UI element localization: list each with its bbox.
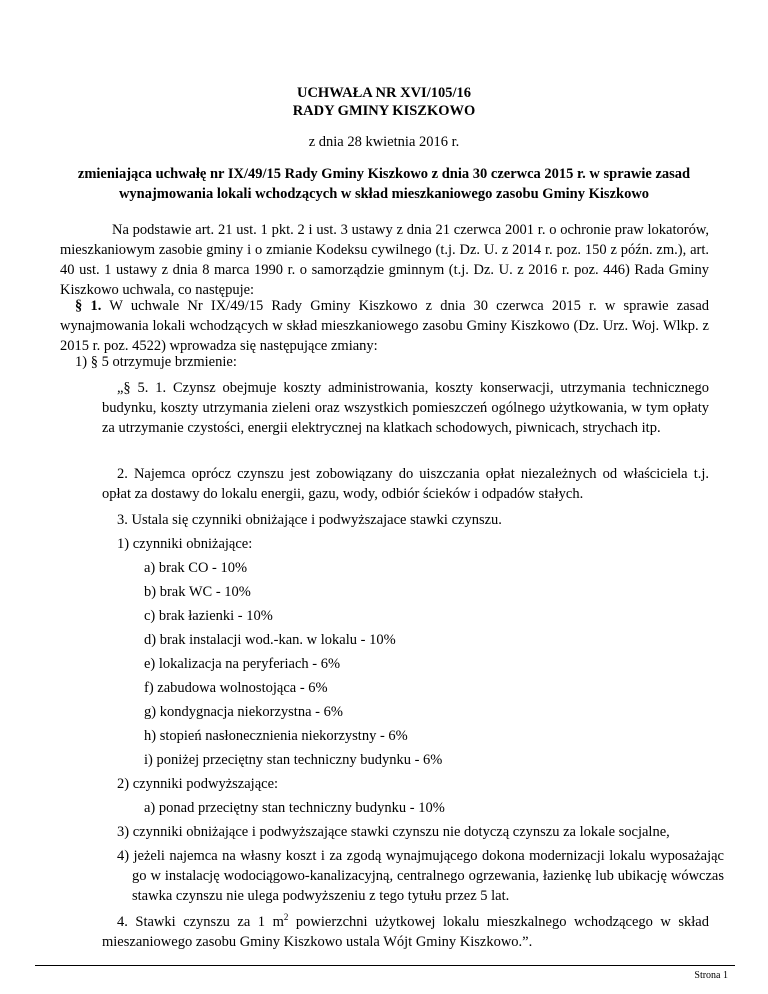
list-item: c) brak łazienki - 10% (144, 608, 273, 624)
list-2-title: 2) czynniki podwyższające: (117, 776, 279, 792)
quote-paragraph-4: 4. Stawki czynszu za 1 $m^2$ powierzchni użytkowej lokalu mieszkalnego wchodzącego w skład mieszaniowego zasobu Gminy Kiszkowo ustala Wójt Gminy Kiszkowo.”. (102, 912, 709, 950)
list-1-title: 1) czynniki obniżające: (117, 536, 253, 552)
list-item: d) brak instalacji wod.-kan. w lokalu - 10% (144, 632, 396, 648)
resolution-number: UCHWAŁA NR XVI/105/16 (296, 85, 471, 101)
quote-item-3: 3) czynniki obniżające i podwyższające stawki czynszu nie dotyczą czynszu za lokale socjalne, (117, 824, 670, 840)
section-1 (60, 296, 709, 356)
quote-paragraph-3: 3. Ustala się czynniki obniżające i podwyższajace stawki czynszu. (117, 512, 502, 528)
list-item: b) brak WC - 10% (144, 584, 251, 600)
preamble: Na podstawie art. 21 ust. 1 pkt. 2 i ust. 3 ustawy z dnia 21 czerwca 2001 r. o ochronie praw lokatorów, mieszkaniowym zasobie gminy i o zmianie Kodeksu cywilnego (t.j. Dz. U. z 2014 r. poz. 150 z późn. zm.), art. 40 ust. 1 ustawy z dnia 8 marca 1990 r. o samorządzie gminnym (t.j. Dz. U. z 2016 r. poz. 446) Rada Gminy Kiszkowo uchwala, co następuje: (60, 222, 709, 298)
resolution-subject: zmieniająca uchwałę nr IX/49/15 Rady Gminy Kiszkowo z dnia 30 czerwca 2015 r. w sprawie zasad wynajmowania lokali wchodzących w skład mieszkaniowego zasobu Gminy Kiszkowo (77, 166, 691, 202)
quote-paragraph-1: „§ 5. 1. Czynsz obejmuje koszty administrowania, koszty konserwacji, utrzymania technicznego budynku, koszty utrzymania zieleni oraz wszystkich pomieszczeń ogólnego użytkowania, w tym opłaty za utrzymanie czystości, energii elektrycznej na klatkach schodowych, piwnicach, strychach itp. (102, 380, 709, 436)
list-item: f) zabudowa wolnostojąca - 6% (144, 680, 328, 696)
section-1-mark: § 1. (75, 298, 102, 314)
change-item-1: 1) § 5 otrzymuje brzmienie: (75, 354, 237, 370)
list-item: a) ponad przeciętny stan techniczny budynku - 10% (144, 800, 445, 816)
quote-paragraph-2: 2. Najemca oprócz czynszu jest zobowiązany do uiszczania opłat niezależnych od właściciela t.j. opłat za dostawy do lokalu energii, gazu, wody, odbiór ścieków i odpadów stałych. (102, 466, 709, 502)
page-number: Strona 1 (694, 970, 728, 981)
footer-divider (35, 965, 735, 966)
list-item: h) stopień nasłonecznienia niekorzystny - 6% (144, 728, 408, 744)
list-item: a) brak CO - 10% (144, 560, 248, 576)
quote-item-4: 4) jeżeli najemca na własny koszt i za zgodą wynajmującego dokona modernizacji lokalu wyposażając go w instalację wodociągowo-kanalizacyjną, centralnego ogrzewania, łazienkę lub ubikację wówczas stawka czynszu nie ulega podwyższeniu z tego tytułu przez 5 lat. (117, 848, 724, 904)
list-item: i) poniżej przeciętny stan techniczny budynku - 6% (144, 752, 443, 768)
list-item: g) kondygnacja niekorzystna - 6% (144, 704, 343, 720)
list-item: e) lokalizacja na peryferiach - 6% (144, 656, 341, 672)
council-name: RADY GMINY KISZKOWO (292, 103, 476, 119)
resolution-date: z dnia 28 kwietnia 2016 r. (308, 134, 460, 150)
section-1-text: W uchwale Nr IX/49/15 Rady Gminy Kiszkowo z dnia 30 czerwca 2015 r. w sprawie zasad wynajmowania lokali wchodzących w skład mieszkaniowego zasobu Gminy Kiszkowo (Dz. Urz. Woj. Wlkp. z 2015 r. poz. 4522) wprowadza się następujące zmiany: (60, 298, 710, 354)
